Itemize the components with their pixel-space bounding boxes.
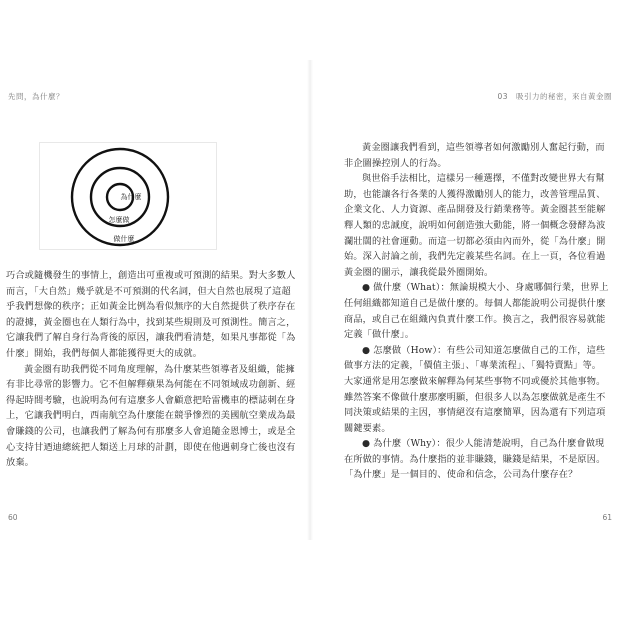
left-body-text [6, 268, 300, 471]
paragraph: ● 怎麼做（How）：有些公司知道怎麼做自己的工作，這些做事方法的定義，「價值主張」、「專業流程」、「獨特賣點」等。大家通常是用怎麼做來解釋為何某些事物不同或優於其他事物。雖然答案不像做什麼那麼明顯，但很多人以為怎麼做就是產生不同決策或結果的主因，事情絕沒有這麼簡單，因為還有下列這項關鍵要素。 [344, 344, 606, 434]
paragraph: 黃金圈有助我們從不同角度理解，為什麼某些領導者及組織，能擁有非比尋常的影響力。它不但解釋蘋果為何能在不同領域成功創新、經得起時間考驗，也說明為何有這麼多人會顧意把哈雷機車的標誌刺在身上，它讓我們明白，西南航空為什麼能在競爭慘烈的美國航空業成為最會賺錢的公司，也讓我們了解為何有那麼多人會追隨金恩博士，或是全心支持甘迺迪總統把人類送上月球的計劃，即使在他遇刺身亡後也沒有放棄。 [6, 363, 296, 469]
running-head-left: 先問，為什麼？ [8, 92, 64, 101]
paragraph: 與世俗手法相比，這樣另一種選擇，不僅對改變世界大有幫助，也能讓各行各業的人獲得激勵別人的能力，改善管理品質、企業文化、人力資源、產品開發及行銷業務等。黃金圈甚至能解釋人類的忠誠度，說明如何創造強大動能，將一個概念發酵為波瀾壯闊的社會運動。而這一切都必須由內而外，從「為什麼」開始。深入討論之前，我們先定義某些名詞。在上一頁，各位看過黃金圈的圖示，讓我從最外圈開始。 [344, 173, 606, 278]
page-number-left: 60 [8, 513, 18, 522]
paragraph: ● 為什麼（Why）：很少人能清楚說明，自己為什麼會做現在所做的事情。為什麼指的並非賺錢，賺錢是結果，不是原因。「為什麼」是一個目的、使命和信念，公司為什麼存在？ [344, 438, 606, 481]
right-body-text [344, 140, 610, 483]
how-label: 怎麼做 [108, 216, 130, 224]
running-head-right: 03 吸引力的秘密，來自黃金圈 [497, 92, 612, 101]
page-number-right: 61 [602, 513, 612, 522]
paragraph: ● 做什麼（What）：無論規模大小、身處哪個行業，世界上任何組織都知道自己是做什麼的。每個人都能說明公司提供什麼商品，或自己在組織內負責什麼工作。換言之，我們很容易就能定義「做什麼」。 [344, 282, 609, 341]
paragraph: 巧合或隨機發生的事情上，創造出可重複或可預測的結果。對大多數人而言，「大自然」幾乎就是不可預測的代名詞，但大自然也展現了這超乎我們想像的秩序；正如黃金比例為看似無序的大自然提供了秩序存在的證據，黃金圈也在人類行為中，找到某些規則及可預測性。簡言之，它讓我們了解自身行為背後的原因，讓我們看清楚，如果凡事都從「為什麼」開始，我們每個人都能獲得更大的成就。 [6, 270, 296, 359]
golden-circle-figure [40, 143, 216, 249]
what-label: 做什麼 [113, 235, 135, 243]
paragraph: 黃金圈讓我們看到，這些領導者如何激勵別人奮起行動，而非企圖操控別人的行為。 [344, 142, 605, 169]
why-label: 為什麼 [120, 193, 142, 201]
